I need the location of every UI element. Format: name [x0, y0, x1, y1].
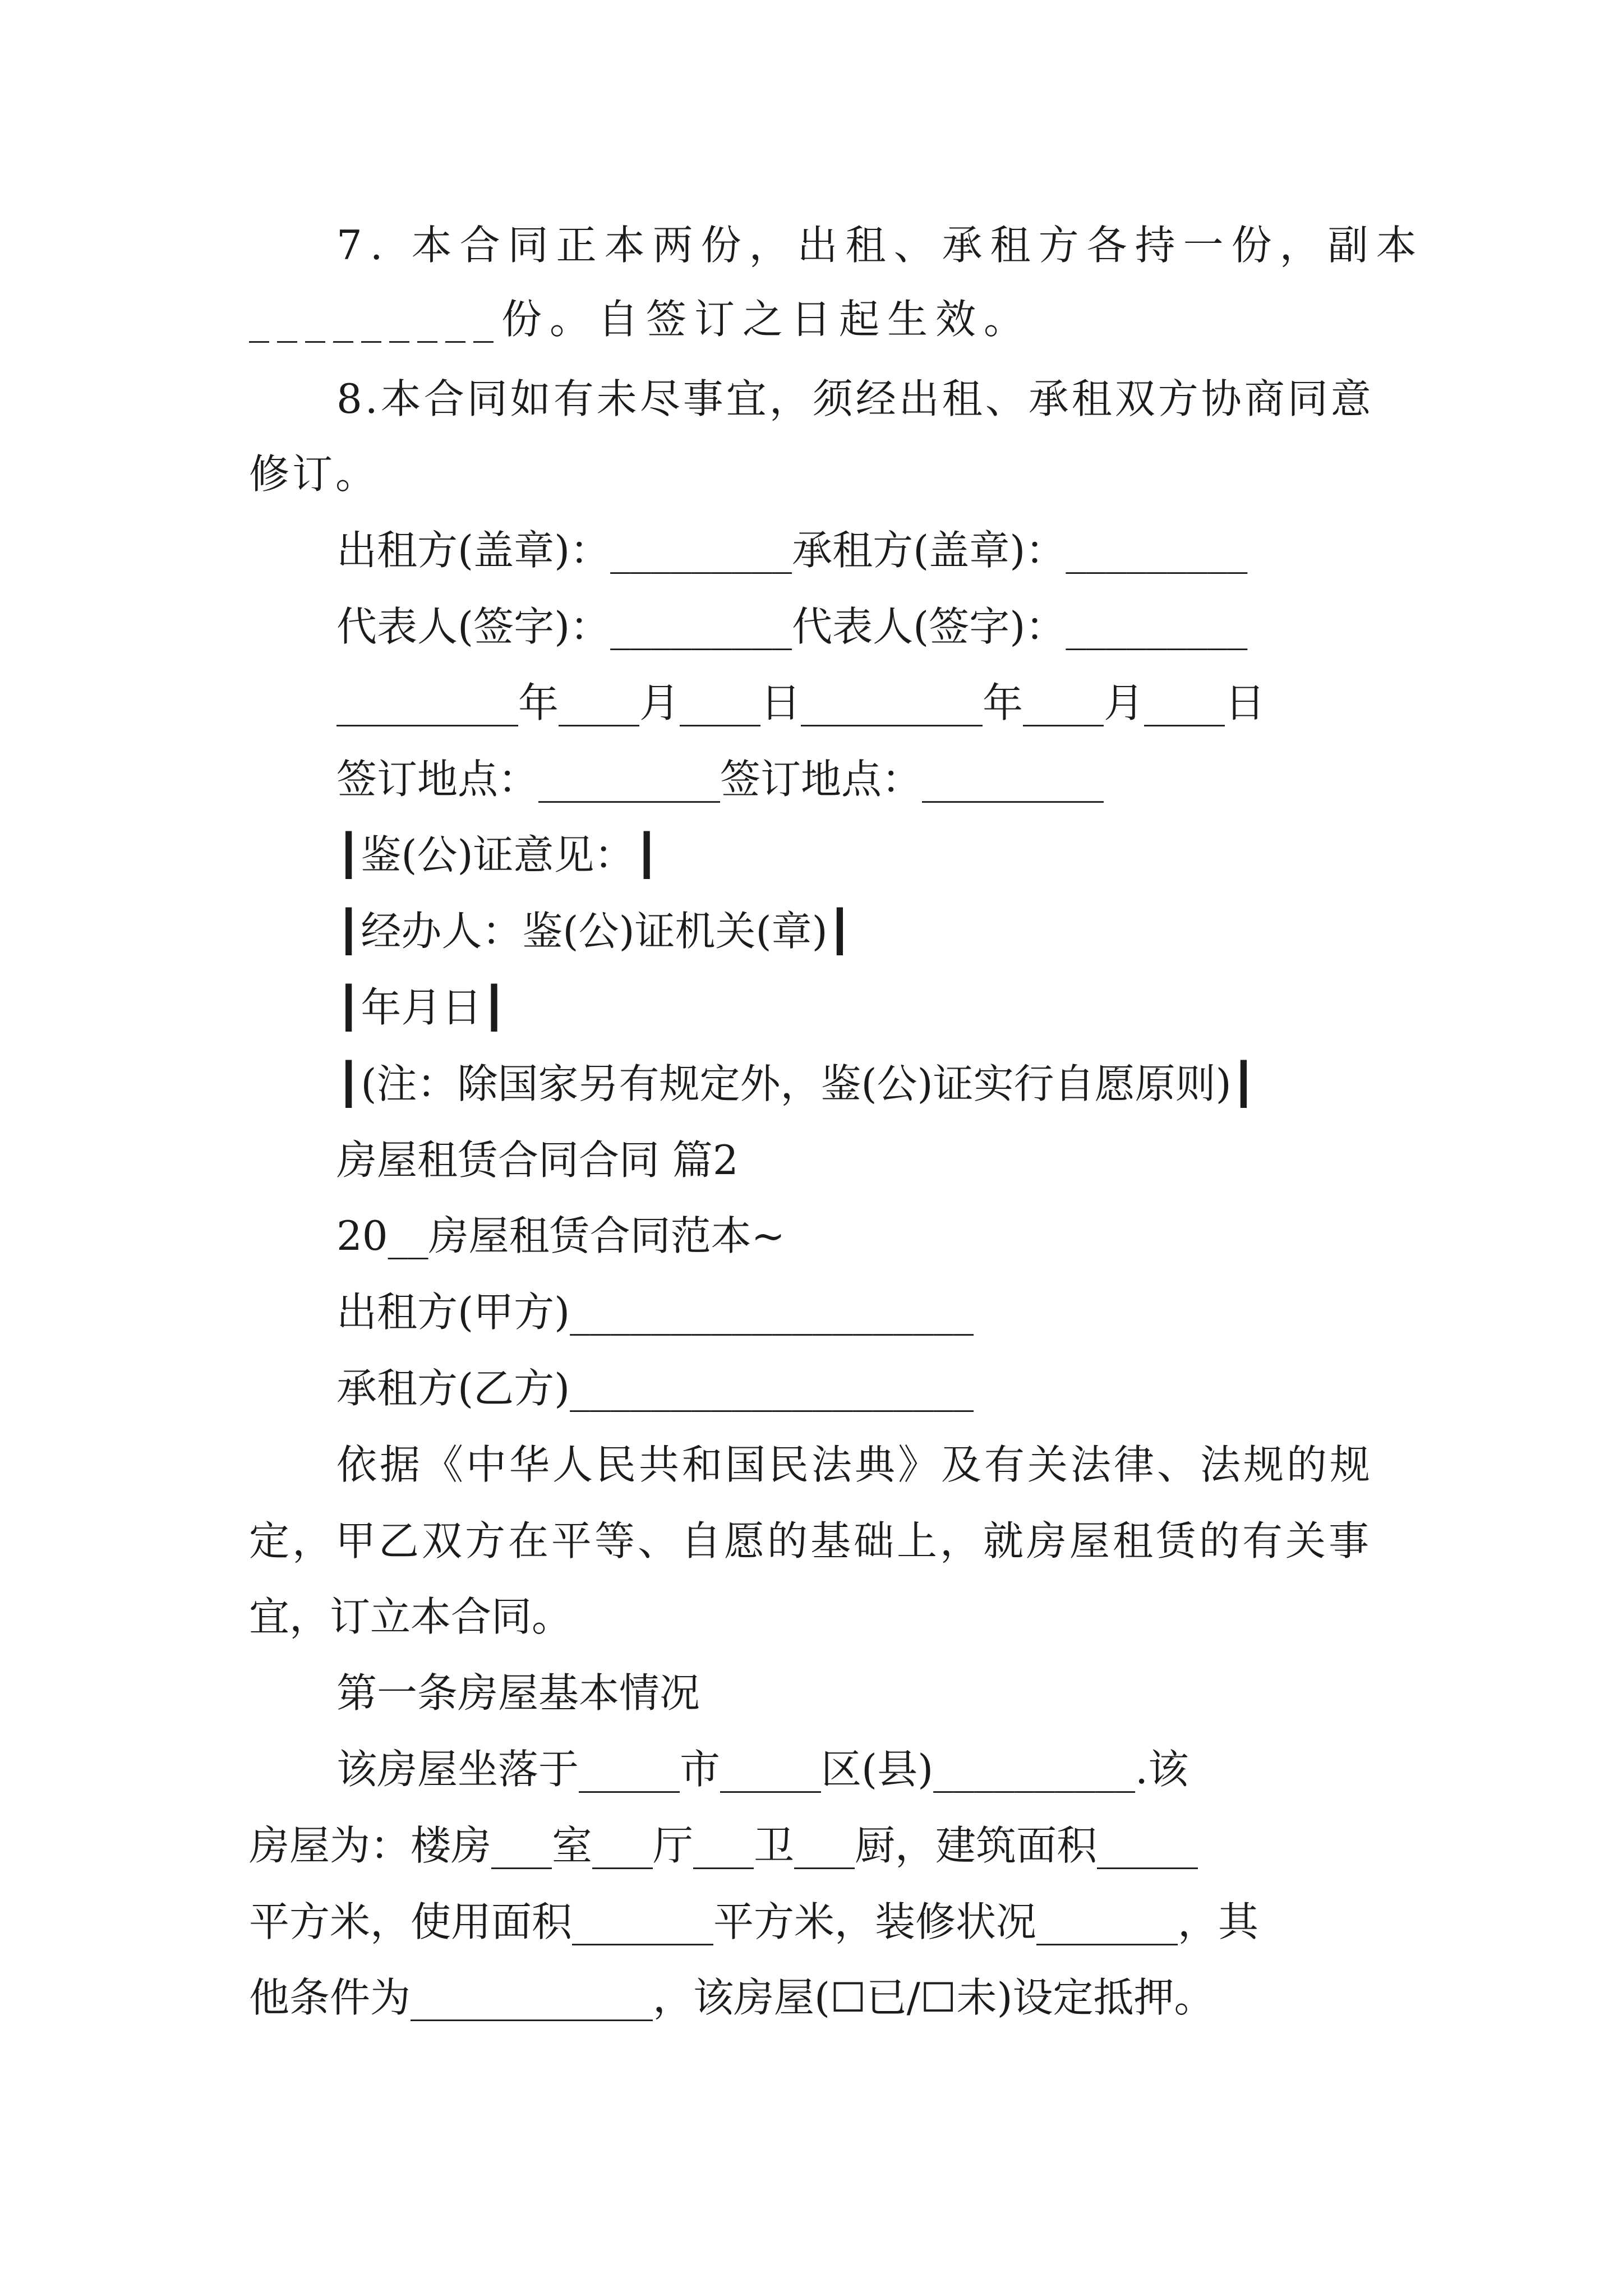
clause-8-line-2: 修订。 — [249, 450, 379, 498]
section-heading: 房屋租赁合同合同 篇2 — [336, 1137, 739, 1184]
clause-7-line-1: 7. 本合同正本两份，出租、承租方各持一份，副本 — [336, 222, 1424, 269]
signature-date-line: _________年____月____日_________年____月____日 — [336, 679, 1265, 726]
notary-note-line: ┃(注：除国家另有规定外，鉴(公)证实行自愿原则)┃ — [336, 1060, 1256, 1107]
lessee-line: 承租方(乙方)____________________ — [336, 1365, 974, 1412]
notary-opinion-line: ┃鉴(公)证意见：┃ — [336, 831, 659, 878]
article-1-line-4: 他条件为____________，该房屋(☐已/☐未)设定抵押。 — [249, 1974, 1215, 2021]
preamble-line-1: 依据《中华人民共和国民法典》及有关法律、法规的规 — [336, 1441, 1373, 1488]
signing-place-line: 签订地点：_________签订地点：_________ — [336, 756, 1104, 803]
lessor-line: 出租方(甲方)____________________ — [336, 1289, 974, 1336]
signature-rep-line: 代表人(签字)：_________代表人(签字)：_________ — [336, 603, 1248, 650]
article-1-line-3: 平方米，使用面积_______平方米，装修状况_______，其 — [249, 1898, 1259, 1945]
signature-seal-line: 出租方(盖章)：_________承租方(盖章)：_________ — [336, 527, 1248, 574]
article-1-heading: 第一条房屋基本情况 — [336, 1669, 700, 1717]
article-1-line-1: 该房屋坐落于_____市_____区(县)__________.该 — [336, 1746, 1189, 1793]
clause-8-line-1: 8.本合同如有未尽事宜，须经出租、承租双方协商同意 — [336, 375, 1374, 422]
clause-7-line-2: _________份。自签订之日起生效。 — [249, 296, 1032, 343]
contract-title: 20__房屋租赁合同范本~ — [336, 1212, 785, 1259]
preamble-line-3: 宜，订立本合同。 — [249, 1593, 573, 1640]
preamble-line-2: 定，甲乙双方在平等、自愿的基础上，就房屋租赁的有关事 — [249, 1517, 1372, 1565]
article-1-line-2: 房屋为：楼房___室___厅___卫___厨，建筑面积_____ — [249, 1822, 1198, 1869]
notary-handler-line: ┃经办人：鉴(公)证机关(章)┃ — [336, 908, 852, 955]
notary-date-line: ┃年月日┃ — [336, 984, 506, 1031]
